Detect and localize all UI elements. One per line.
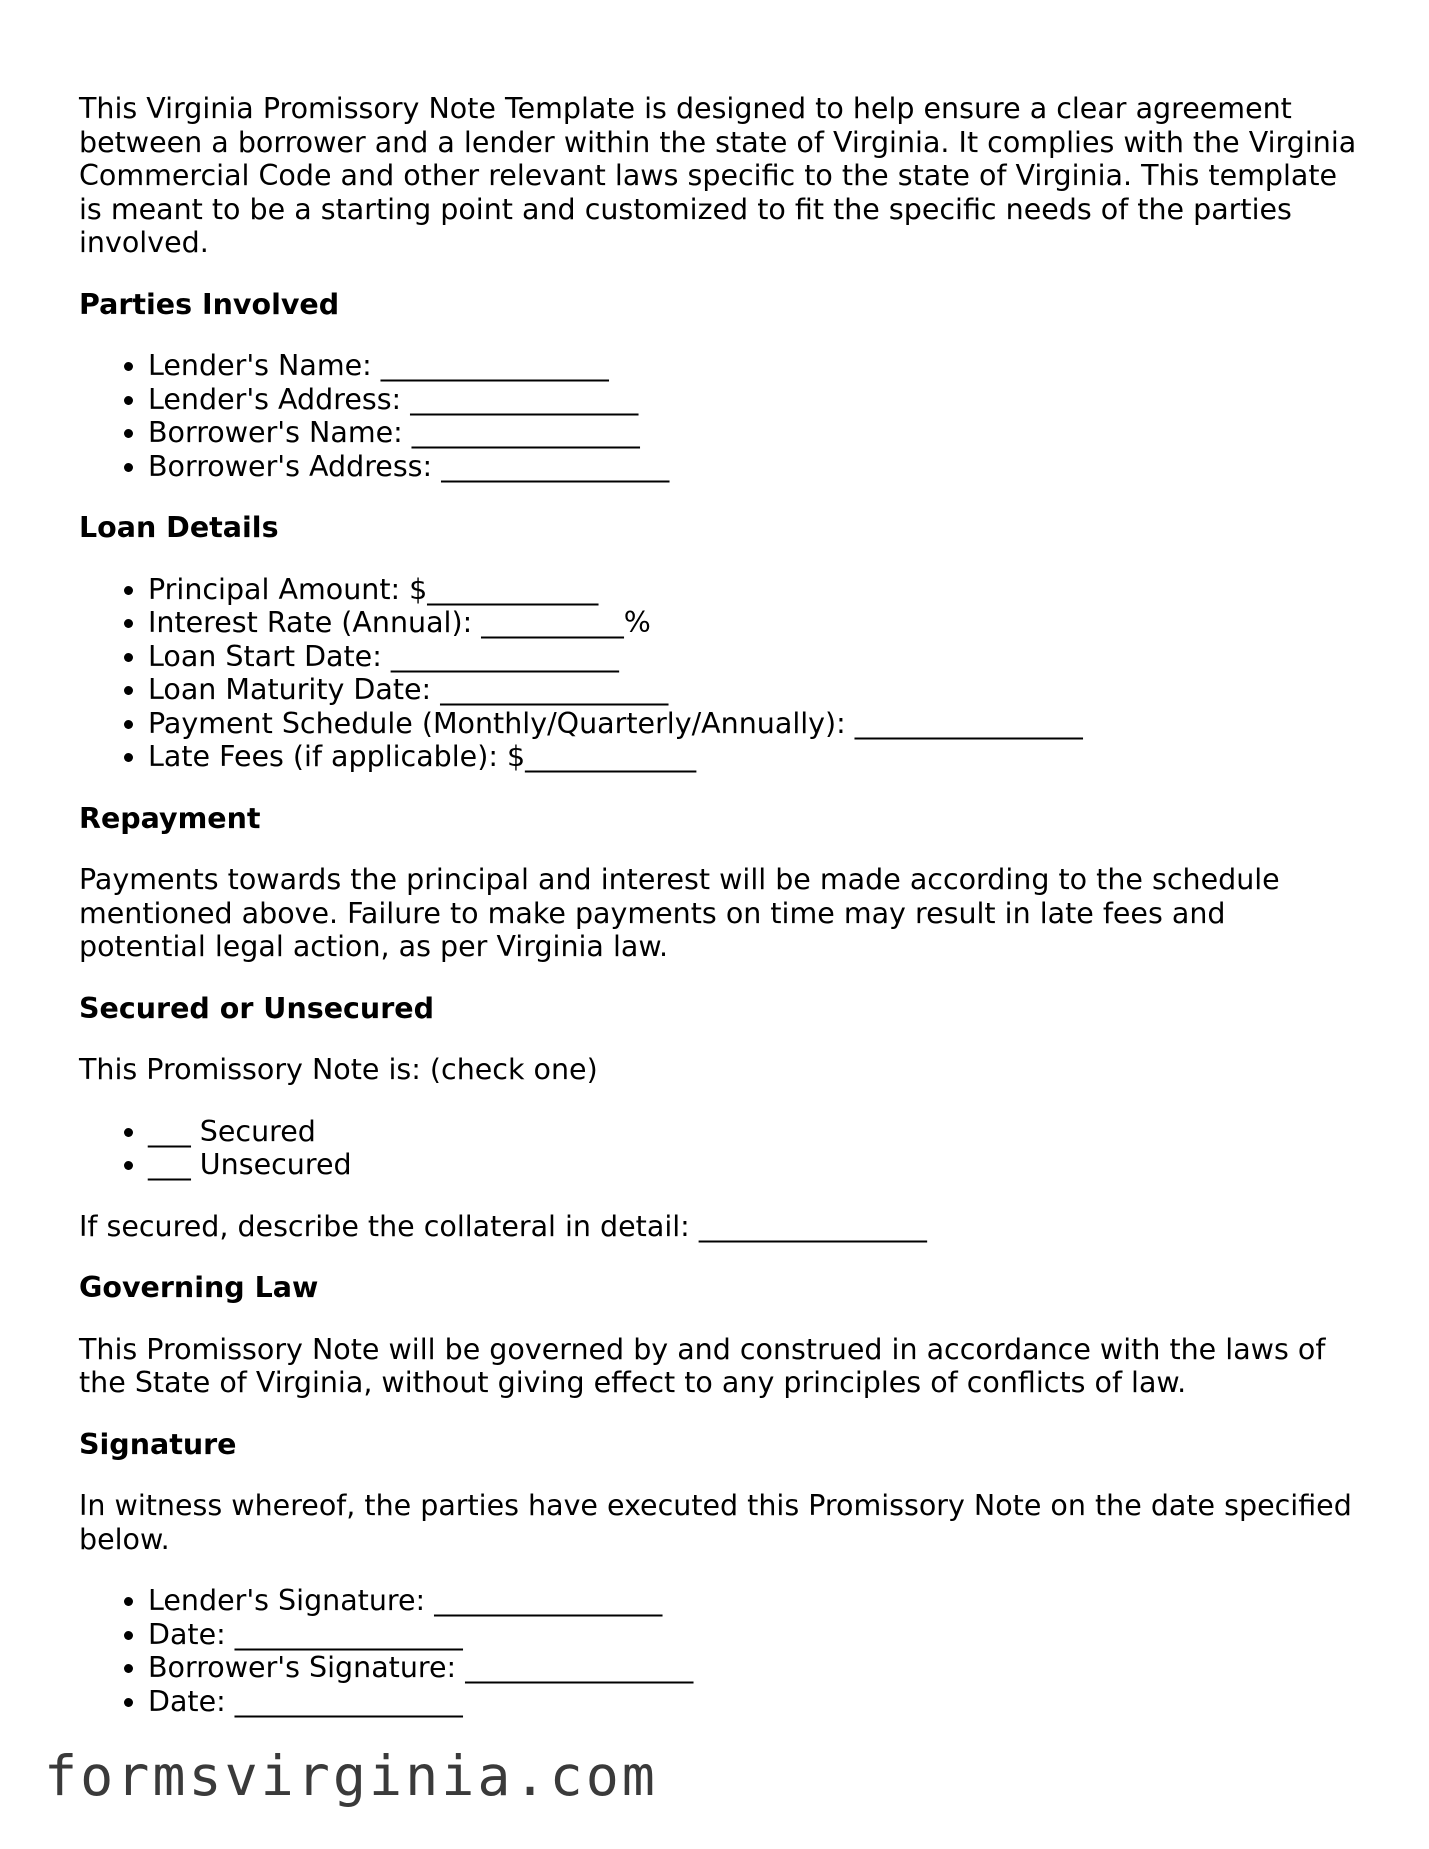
lender-signature-field: • Lender's Signature: ________________ [148, 1584, 1359, 1618]
signature-paragraph: In witness whereof, the parties have executed this Promissory Note on the date specified below. [79, 1489, 1352, 1556]
loan-details-heading: Loan Details [79, 511, 279, 544]
secured-options-list [79, 1115, 1359, 1182]
lender-address-field: • Lender's Address: ________________ [148, 383, 1359, 417]
secured-option: • ___ Secured [148, 1115, 1359, 1149]
interest-rate-field: • Interest Rate (Annual): __________% [148, 606, 1359, 640]
borrower-date-field: • Date: ________________ [148, 1685, 1359, 1719]
loan-maturity-date-field: • Loan Maturity Date: ________________ [148, 673, 1359, 707]
repayment-paragraph: Payments towards the principal and interest will be made according to the schedule mentioned above. Failure to make payments on time may result in late fees and potential legal action, as per Virginia law. [79, 863, 1280, 963]
payment-schedule-field: • Payment Schedule (Monthly/Quarterly/Annually): ________________ [148, 707, 1359, 741]
parties-heading: Parties Involved [79, 287, 340, 321]
parties-list [79, 349, 1359, 483]
governing-law-paragraph: This Promissory Note will be governed by and construed in accordance with the laws of the State of Virginia, without giving effect to any principles of conflicts of law. [79, 1332, 1326, 1399]
borrower-name-field: • Borrower's Name: ________________ [148, 416, 1359, 450]
lender-name-field: • Lender's Name: ________________ [148, 349, 1359, 383]
site-watermark: formsvirginia.com [44, 1744, 658, 1808]
document-body [79, 92, 1359, 1746]
unsecured-option: • ___ Unsecured [148, 1148, 1359, 1182]
signature-list [79, 1584, 1359, 1718]
principal-amount-field: • Principal Amount: $____________ [148, 573, 1359, 607]
late-fees-field: • Late Fees (if applicable): $____________ [148, 740, 1359, 774]
signature-heading: Signature [79, 1427, 237, 1461]
collateral-field: If secured, describe the collateral in detail: ________________ [79, 1209, 927, 1243]
governing-law-heading: Governing Law [79, 1271, 319, 1304]
borrower-signature-field: • Borrower's Signature: ________________ [148, 1651, 1359, 1685]
loan-details-list [79, 573, 1359, 774]
borrower-address-field: • Borrower's Address: ________________ [148, 450, 1359, 484]
loan-start-date-field: • Loan Start Date: ________________ [148, 640, 1359, 674]
secured-prompt: This Promissory Note is: (check one) [79, 1053, 598, 1086]
secured-heading: Secured or Unsecured [79, 991, 434, 1025]
repayment-heading: Repayment [79, 801, 261, 835]
intro-paragraph: This Virginia Promissory Note Template is designed to help ensure a clear agreement between a borrower and a lender within the state of Virginia. It complies with the Virginia Commercial Code and other relevant laws specific to the state of Virginia. This template is meant to be a starting point and customized to fit the specific needs of the parties involved. [79, 92, 1357, 259]
lender-date-field: • Date: ________________ [148, 1618, 1359, 1652]
